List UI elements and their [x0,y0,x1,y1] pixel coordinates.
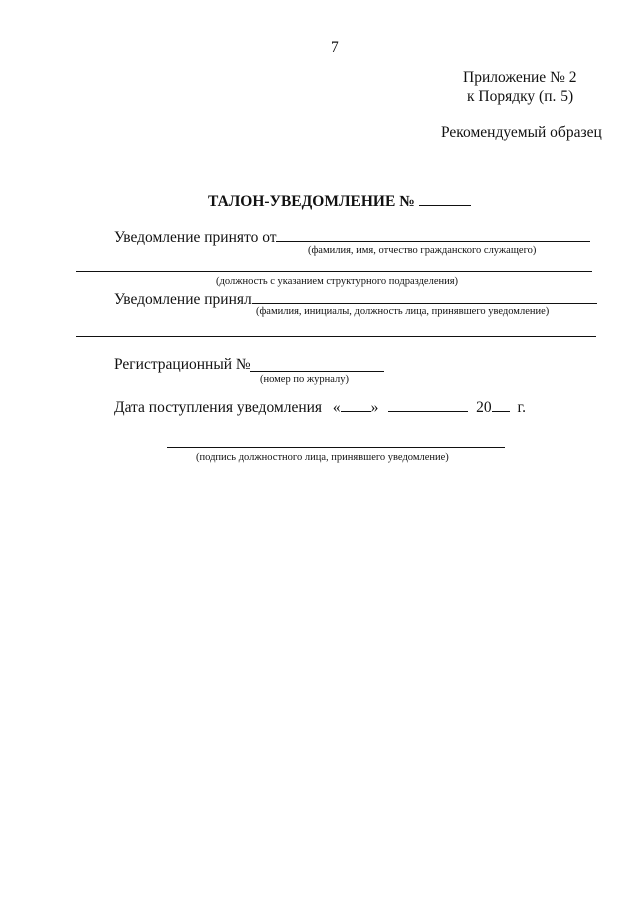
received-from-label: Уведомление принято от [114,229,277,246]
position-caption: (должность с указанием структурного подразделения) [216,276,459,287]
signature-line [167,447,505,448]
month-blank [388,399,468,412]
sample-note: Рекомендуемый образец [441,124,602,141]
received-from-line [276,241,590,242]
year-suffix: г. [517,399,527,416]
appendix-line-1: Приложение № 2 [463,69,577,86]
receipt-date-label: Дата поступления уведомления [114,399,323,416]
registration-label: Регистрационный № [114,356,251,373]
received-by-line-2 [76,336,596,337]
signature-caption: (подпись должностного лица, принявшего уведомление) [196,452,449,463]
received-by-line [252,303,597,304]
title-number-blank [419,193,471,206]
open-quote: « [332,399,341,416]
received-from-caption: (фамилия, имя, отчество гражданского служащего) [308,245,537,256]
form-title-text: ТАЛОН-УВЕДОМЛЕНИЕ № [208,193,415,210]
form-title [208,193,471,211]
registration-caption: (номер по журналу) [260,374,349,385]
year-prefix: 20 [476,399,492,416]
year-blank [492,399,510,412]
registration-line [250,371,384,372]
appendix-line-2: к Порядку (п. 5) [467,88,574,105]
received-by-label: Уведомление принял [114,291,252,308]
close-quote: » [370,399,379,416]
page-number: 7 [331,39,339,56]
position-line [76,271,592,272]
receipt-date-row [114,399,526,417]
day-blank [341,399,371,412]
received-by-caption: (фамилия, инициалы, должность лица, принявшего уведомление) [256,306,550,317]
